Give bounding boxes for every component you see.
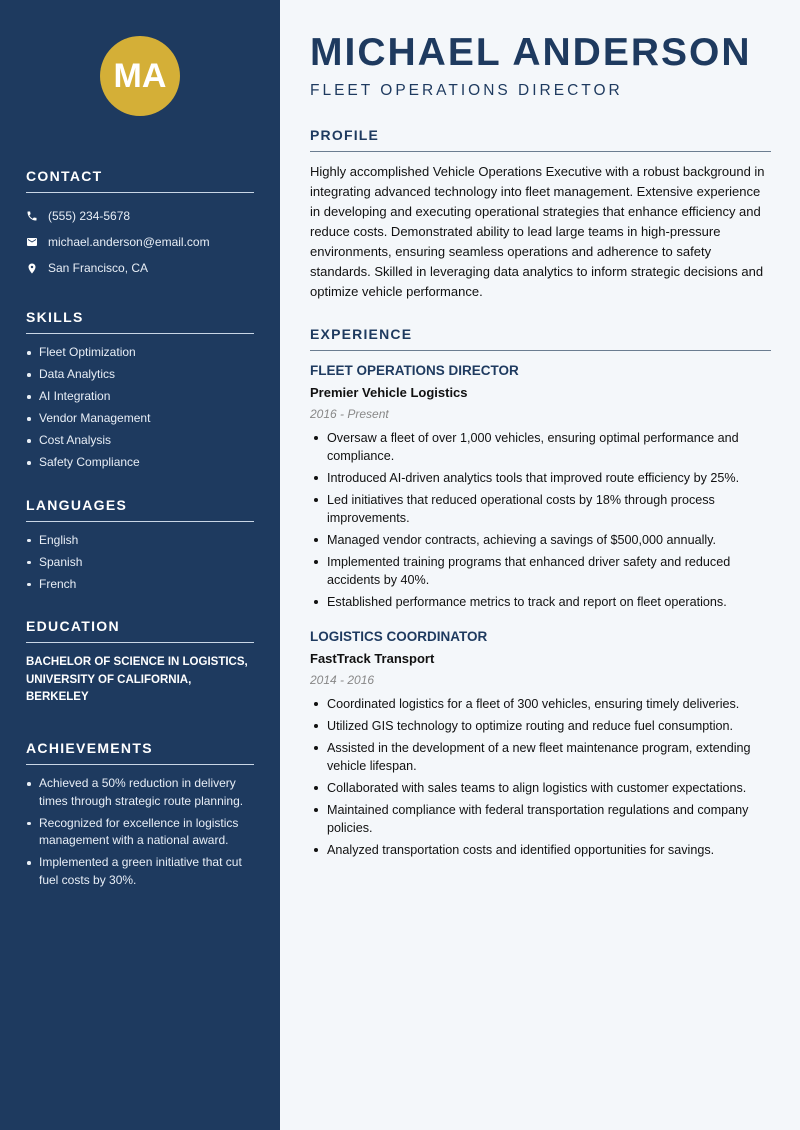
job-bullet: Managed vendor contracts, achieving a savings of $500,000 annually. <box>310 531 771 549</box>
education-degree: BACHELOR OF SCIENCE IN LOGISTICS, <box>26 656 248 668</box>
job-role: FLEET OPERATIONS DIRECTOR <box>310 363 519 378</box>
job-role: LOGISTICS COORDINATOR <box>310 629 488 644</box>
job-company: Premier Vehicle Logistics <box>310 385 468 400</box>
profile-summary: Highly accomplished Vehicle Operations Executive with a robust background in integrating advanced technology into fleet management. Extensive experience in developing and executing operational strategies that enhance efficiency and reduce costs. Demonstrated ability to lead large teams in high-pressure environments, ensuring seamless operations and adherence to safety standards. Skilled in leveraging data analytics to inform strategic decisions and optimize vehicle performance. <box>310 164 765 299</box>
contact-location <box>26 255 254 281</box>
job-bullets <box>310 429 771 611</box>
phone-icon <box>26 210 48 222</box>
job-bullet: Oversaw a fleet of over 1,000 vehicles, ensuring optimal performance and compliance. <box>310 429 771 465</box>
skills-section <box>26 309 254 472</box>
experience-heading: EXPERIENCE <box>310 326 771 351</box>
contact-location-text: San Francisco, CA <box>48 261 149 275</box>
language-item: French <box>26 576 254 594</box>
achievements-list <box>26 775 254 889</box>
skills-heading: SKILLS <box>26 309 254 334</box>
job-entry <box>310 627 771 859</box>
skill-item: AI Integration <box>26 388 254 406</box>
job-bullet: Analyzed transportation costs and identified opportunities for savings. <box>310 841 771 859</box>
job-bullet: Collaborated with sales teams to align logistics with customer expectations. <box>310 779 771 797</box>
contact-phone-text: (555) 234-5678 <box>48 209 131 223</box>
achievement-item: Implemented a green initiative that cut fuel costs by 30%. <box>26 854 254 889</box>
job-bullet: Maintained compliance with federal transportation regulations and company policies. <box>310 801 771 837</box>
candidate-name: MICHAEL ANDERSON <box>310 31 752 74</box>
email-icon <box>26 236 48 248</box>
languages-heading: LANGUAGES <box>26 497 254 522</box>
job-bullet: Led initiatives that reduced operational costs by 18% through process improvements. <box>310 491 771 527</box>
job-bullet: Assisted in the development of a new fleet maintenance program, extending vehicle lifespan. <box>310 739 771 775</box>
avatar <box>100 36 180 116</box>
experience-section <box>310 326 771 859</box>
job-bullets <box>310 695 771 859</box>
job-bullet: Utilized GIS technology to optimize routing and reduce fuel consumption. <box>310 717 771 735</box>
contact-section <box>26 168 254 281</box>
achievements-heading: ACHIEVEMENTS <box>26 740 254 765</box>
profile-section <box>310 127 771 302</box>
skills-list <box>26 344 254 472</box>
language-item: English <box>26 532 254 550</box>
languages-section <box>26 497 254 594</box>
education-school: UNIVERSITY OF CALIFORNIA, BERKELEY <box>26 674 192 703</box>
avatar-initials: MA <box>113 56 167 95</box>
job-company: FastTrack Transport <box>310 651 435 666</box>
job-bullet: Introduced AI-driven analytics tools that improved route efficiency by 25%. <box>310 469 771 487</box>
location-icon <box>26 262 48 275</box>
skill-item: Vendor Management <box>26 410 254 428</box>
contact-phone <box>26 203 254 229</box>
job-bullet: Implemented training programs that enhanced driver safety and reduced accidents by 40%. <box>310 553 771 589</box>
skill-item: Data Analytics <box>26 366 254 384</box>
languages-list <box>26 532 254 594</box>
education-section <box>26 618 254 706</box>
job-dates: 2016 - Present <box>310 407 389 421</box>
achievement-item: Recognized for excellence in logistics management with a national award. <box>26 815 254 850</box>
achievements-section <box>26 740 254 889</box>
job-entry <box>310 361 771 611</box>
contact-heading: CONTACT <box>26 168 254 193</box>
achievement-item: Achieved a 50% reduction in delivery times through strategic route planning. <box>26 775 254 810</box>
contact-email-text[interactable]: michael.anderson@email.com <box>48 235 210 249</box>
contact-email <box>26 229 254 255</box>
job-dates: 2014 - 2016 <box>310 673 375 687</box>
main-content <box>310 30 771 863</box>
job-bullet: Coordinated logistics for a fleet of 300 vehicles, ensuring timely deliveries. <box>310 695 771 713</box>
job-bullet: Established performance metrics to track and report on fleet operations. <box>310 593 771 611</box>
language-item: Spanish <box>26 554 254 572</box>
sidebar <box>0 0 280 1130</box>
skill-item: Cost Analysis <box>26 432 254 450</box>
profile-heading: PROFILE <box>310 127 771 152</box>
candidate-title: FLEET OPERATIONS DIRECTOR <box>310 82 623 99</box>
skill-item: Fleet Optimization <box>26 344 254 362</box>
education-heading: EDUCATION <box>26 618 254 643</box>
skill-item: Safety Compliance <box>26 454 254 472</box>
